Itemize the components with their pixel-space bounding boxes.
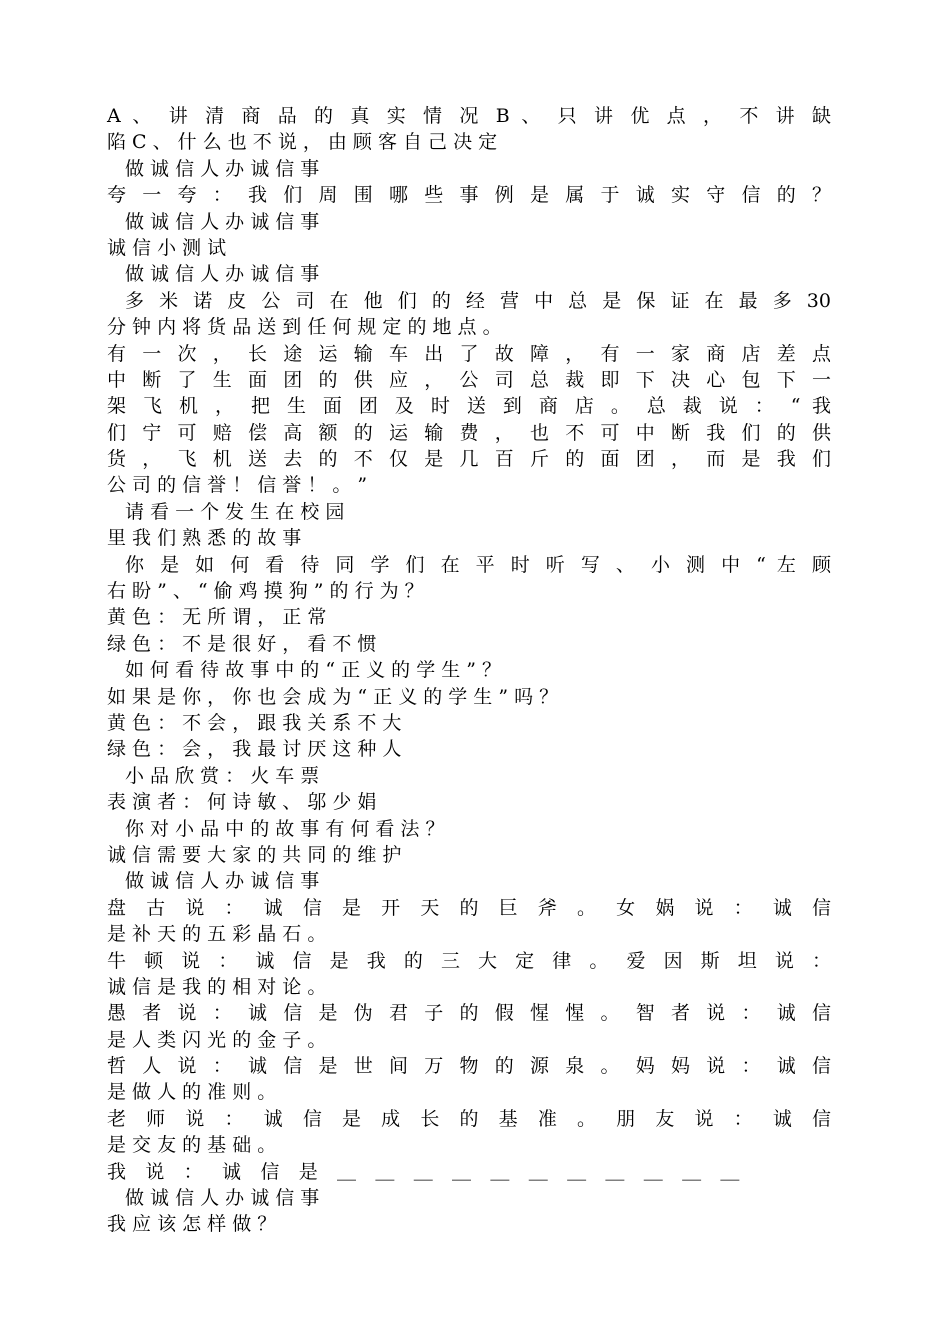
- text-line-performers: 表 演 者 ： 何 诗 敏 、 邬 少 娟: [107, 791, 377, 814]
- text-line-question: 我 应 该 怎 样 做 ？: [107, 1213, 277, 1236]
- text-line-quote: 是 做 人 的 准 则 。: [107, 1081, 277, 1104]
- text-line-story: 公 司 的 信 誉 ！ 信 誉 ！ 。 ”: [107, 474, 368, 497]
- text-line-quote: 牛 顿 说 ： 诚 信 是 我 的 三 大 定 律 。 爱 因 斯 坦 说 ：: [107, 949, 831, 972]
- text-line-quote: 哲 人 说 ： 诚 信 是 世 间 万 物 的 源 泉 。 妈 妈 说 ： 诚 信: [107, 1055, 831, 1078]
- text-line-story: 架 飞 机 ， 把 生 面 团 及 时 送 到 商 店 。 总 裁 说 ： “ 我: [107, 395, 831, 418]
- text-line-story: 中 断 了 生 面 团 的 供 应 ， 公 司 总 裁 即 下 决 心 包 下 一: [107, 368, 831, 391]
- fill-in-blank-line: 我 说 ： 诚 信 是 ＿ ＿ ＿ ＿ ＿ ＿ ＿ ＿ ＿ ＿ ＿: [107, 1160, 747, 1183]
- text-line-option-green: 绿 色 ： 会 ， 我 最 讨 厌 这 种 人: [107, 738, 402, 761]
- text-line-quote: 是 人 类 闪 光 的 金 子 。: [107, 1028, 327, 1051]
- text-line-quote: 盘 古 说 ： 诚 信 是 开 天 的 巨 斧 。 女 娲 说 ： 诚 信: [107, 896, 831, 919]
- text-line-question: 如 何 看 待 故 事 中 的 “ 正 义 的 学 生 ” ？: [125, 659, 502, 682]
- text-line-option-green: 绿 色 ： 不 是 很 好 ， 看 不 惯: [107, 632, 377, 655]
- text-line-quiz-options-1: A 、 讲 清 商 品 的 真 实 情 况 B 、 只 讲 优 点 ， 不 讲 缺: [107, 105, 831, 127]
- text-line-question: 你 是 如 何 看 待 同 学 们 在 平 时 听 写 、 小 测 中 “ 左 顾: [125, 553, 831, 576]
- document-body: [107, 103, 831, 1238]
- text-line-story: 多 米 诺 皮 公 司 在 他 们 的 经 营 中 总 是 保 证 在 最 多 30: [125, 289, 831, 312]
- text-line-prompt: 夸 一 夸 ： 我 们 周 围 哪 些 事 例 是 属 于 诚 实 守 信 的 ？: [107, 184, 831, 207]
- section-heading: 做 诚 信 人 办 诚 信 事: [125, 157, 320, 180]
- text-line-title: 诚 信 小 测 试: [107, 236, 227, 259]
- section-heading: 做 诚 信 人 办 诚 信 事: [125, 263, 320, 286]
- section-heading: 做 诚 信 人 办 诚 信 事: [125, 210, 320, 233]
- text-line-intro: 里 我 们 熟 悉 的 故 事: [107, 527, 302, 550]
- text-line-story: 分 钟 内 将 货 品 送 到 任 何 规 定 的 地 点 。: [107, 316, 502, 339]
- text-line-story: 有 一 次 ， 长 途 运 输 车 出 了 故 障 ， 有 一 家 商 店 差 点: [107, 342, 831, 365]
- text-line-story: 货 ， 飞 机 送 去 的 不 仅 是 几 百 斤 的 面 团 ， 而 是 我 们: [107, 448, 831, 471]
- text-line-story: 们 宁 可 赔 偿 高 额 的 运 输 费 ， 也 不 可 中 断 我 们 的 供: [107, 421, 831, 444]
- text-line-statement: 诚 信 需 要 大 家 的 共 同 的 维 护: [107, 843, 402, 866]
- text-line-question: 你 对 小 品 中 的 故 事 有 何 看 法 ？: [125, 817, 445, 840]
- text-line-quote: 愚 者 说 ： 诚 信 是 伪 君 子 的 假 惺 惺 。 智 者 说 ： 诚 信: [107, 1002, 831, 1025]
- text-line-quote: 老 师 说 ： 诚 信 是 成 长 的 基 准 。 朋 友 说 ： 诚 信: [107, 1107, 831, 1130]
- text-line-option-yellow: 黄 色 ： 不 会 ， 跟 我 关 系 不 大: [107, 711, 402, 734]
- text-line-quote: 诚 信 是 我 的 相 对 论 。: [107, 975, 327, 998]
- text-line-option-yellow: 黄 色 ： 无 所 谓 ， 正 常: [107, 606, 327, 629]
- text-line-quote: 是 交 友 的 基 础 。: [107, 1134, 277, 1157]
- section-heading: 做 诚 信 人 办 诚 信 事: [125, 1187, 320, 1210]
- text-line-intro: 请 看 一 个 发 生 在 校 园: [125, 500, 345, 523]
- text-line-skit-title: 小 品 欣 赏 ： 火 车 票: [125, 764, 320, 787]
- text-line-question: 右 盼 ” 、 “ 偷 鸡 摸 狗 ” 的 行 为 ？: [107, 580, 424, 603]
- text-line-quote: 是 补 天 的 五 彩 晶 石 。: [107, 923, 327, 946]
- text-line-question: 如 果 是 你 ， 你 也 会 成 为 “ 正 义 的 学 生 ” 吗 ？: [107, 685, 559, 708]
- text-line-quiz-options-2: 陷 C 、 什 么 也 不 说 ， 由 顾 客 自 己 决 定: [107, 131, 498, 154]
- section-heading: 做 诚 信 人 办 诚 信 事: [125, 870, 320, 893]
